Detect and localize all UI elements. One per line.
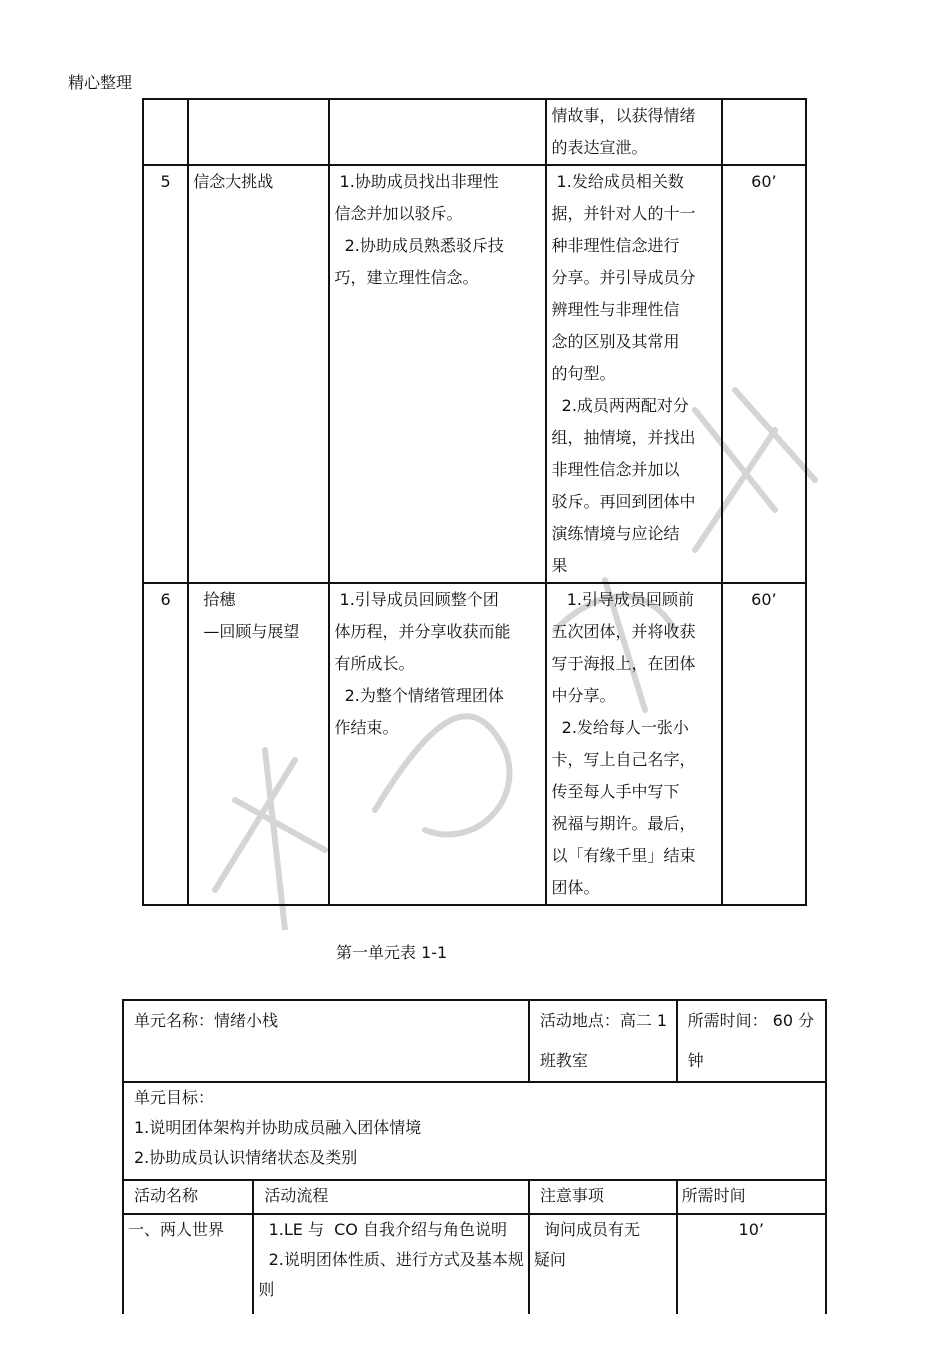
unit-table <box>122 999 827 1314</box>
cell-name <box>188 583 329 905</box>
content-line: 演练情境与应论结 <box>551 524 680 543</box>
notes-line: 疑问 <box>533 1250 566 1269</box>
goal-line: 信念并加以驳斥。 <box>334 204 463 223</box>
cell-num: 5 <box>143 165 188 583</box>
goal-line: 1.协助成员找出非理性 <box>334 172 499 191</box>
flow-line: 1.LE 与 CO 自我介绍与角色说明 <box>258 1220 507 1239</box>
cell-goal <box>329 99 546 165</box>
content-line: 据，并针对人的十一 <box>551 204 696 223</box>
unit-location: 活动地点：高二 1 班教室 <box>529 1000 677 1082</box>
table-row <box>143 583 806 905</box>
content-line: 写于海报上，在团体 <box>551 654 696 673</box>
content-line: 种非理性信念进行 <box>551 236 680 255</box>
cell-time <box>722 99 806 165</box>
table-row <box>143 99 806 165</box>
content-line: 1.发给成员相关数 <box>551 172 684 191</box>
goal-line: 作结束。 <box>334 718 399 737</box>
cell-content <box>546 165 721 583</box>
header-activity-name: 活动名称 <box>123 1180 253 1214</box>
goal-line: 有所成长。 <box>334 654 415 673</box>
header-time: 所需时间 <box>677 1180 826 1214</box>
goal-line: 巧，建立理性信念。 <box>334 268 479 287</box>
content-line: 果 <box>551 556 568 575</box>
content-line: 以「有缘千里」结束 <box>551 846 696 865</box>
cell-name <box>188 99 329 165</box>
cell-content <box>546 99 721 165</box>
content-line: 情故事，以获得情绪 <box>551 106 696 125</box>
goal-line: 2.为整个情绪管理团体 <box>334 686 504 705</box>
header-notes: 注意事项 <box>529 1180 677 1214</box>
header-activity-flow: 活动流程 <box>253 1180 528 1214</box>
flow-line: 则 <box>258 1280 275 1299</box>
cell-activity-name: 一、两人世界 <box>123 1214 253 1314</box>
name-line: —回顾与展望 <box>193 622 300 641</box>
goals-title: 单元目标： <box>134 1088 215 1107</box>
cell-num: 6 <box>143 583 188 905</box>
content-line: 2.发给每人一张小 <box>551 718 689 737</box>
cell-num <box>143 99 188 165</box>
header-note: 精心整理 <box>68 73 133 92</box>
cell-time: 60’ <box>722 583 806 905</box>
table-caption: 第一单元表 1-1 <box>336 943 448 962</box>
header-row <box>123 1180 826 1214</box>
unit-name: 单元名称：情绪小栈 <box>123 1000 529 1082</box>
content-line: 团体。 <box>551 878 600 897</box>
content-line: 念的区别及其常用 <box>551 332 680 351</box>
content-line: 组，抽情境，并找出 <box>551 428 696 447</box>
goal-item: 1.说明团体架构并协助成员融入团体情境 <box>134 1118 422 1137</box>
content-line: 卡，写上自己名字， <box>551 750 696 769</box>
unit-duration: 所需时间： 60 分钟 <box>677 1000 826 1082</box>
cell-content <box>546 583 721 905</box>
unit-goals <box>123 1082 826 1180</box>
goal-line: 1.引导成员回顾整个团 <box>334 590 499 609</box>
goal-item: 2.协助成员认识情绪状态及类别 <box>134 1148 358 1167</box>
cell-notes <box>529 1214 677 1314</box>
notes-line: 询问成员有无 <box>533 1220 641 1239</box>
activity-table <box>142 98 807 906</box>
cell-name <box>188 165 329 583</box>
goal-line: 体历程，并分享收获而能 <box>334 622 511 641</box>
content-line: 分享。并引导成员分 <box>551 268 696 287</box>
goal-line: 2.协助成员熟悉驳斥技 <box>334 236 504 255</box>
unit-goals-row <box>123 1082 826 1180</box>
name-line: 拾穗 <box>193 590 236 609</box>
cell-goal <box>329 583 546 905</box>
table-row <box>123 1214 826 1314</box>
cell-time: 60’ <box>722 165 806 583</box>
cell-goal <box>329 165 546 583</box>
cell-activity-flow <box>253 1214 528 1314</box>
content-line: 1.引导成员回顾前 <box>551 590 694 609</box>
content-line: 的句型。 <box>551 364 616 383</box>
content-line: 传至每人手中写下 <box>551 782 680 801</box>
table-row <box>143 165 806 583</box>
content-line: 驳斥。再回到团体中 <box>551 492 696 511</box>
content-line: 辨理性与非理性信 <box>551 300 680 319</box>
flow-line: 2.说明团体性质、进行方式及基本规 <box>258 1250 524 1269</box>
content-line: 中分享。 <box>551 686 616 705</box>
content-line: 2.成员两两配对分 <box>551 396 689 415</box>
content-line: 五次团体，并将收获 <box>551 622 696 641</box>
cell-time: 10’ <box>677 1214 826 1314</box>
content-line: 祝福与期许。最后， <box>551 814 696 833</box>
content-line: 的表达宣泄。 <box>551 138 648 157</box>
content-line: 非理性信念并加以 <box>551 460 680 479</box>
unit-meta-row <box>123 1000 826 1082</box>
name-line: 信念大挑战 <box>193 172 274 191</box>
